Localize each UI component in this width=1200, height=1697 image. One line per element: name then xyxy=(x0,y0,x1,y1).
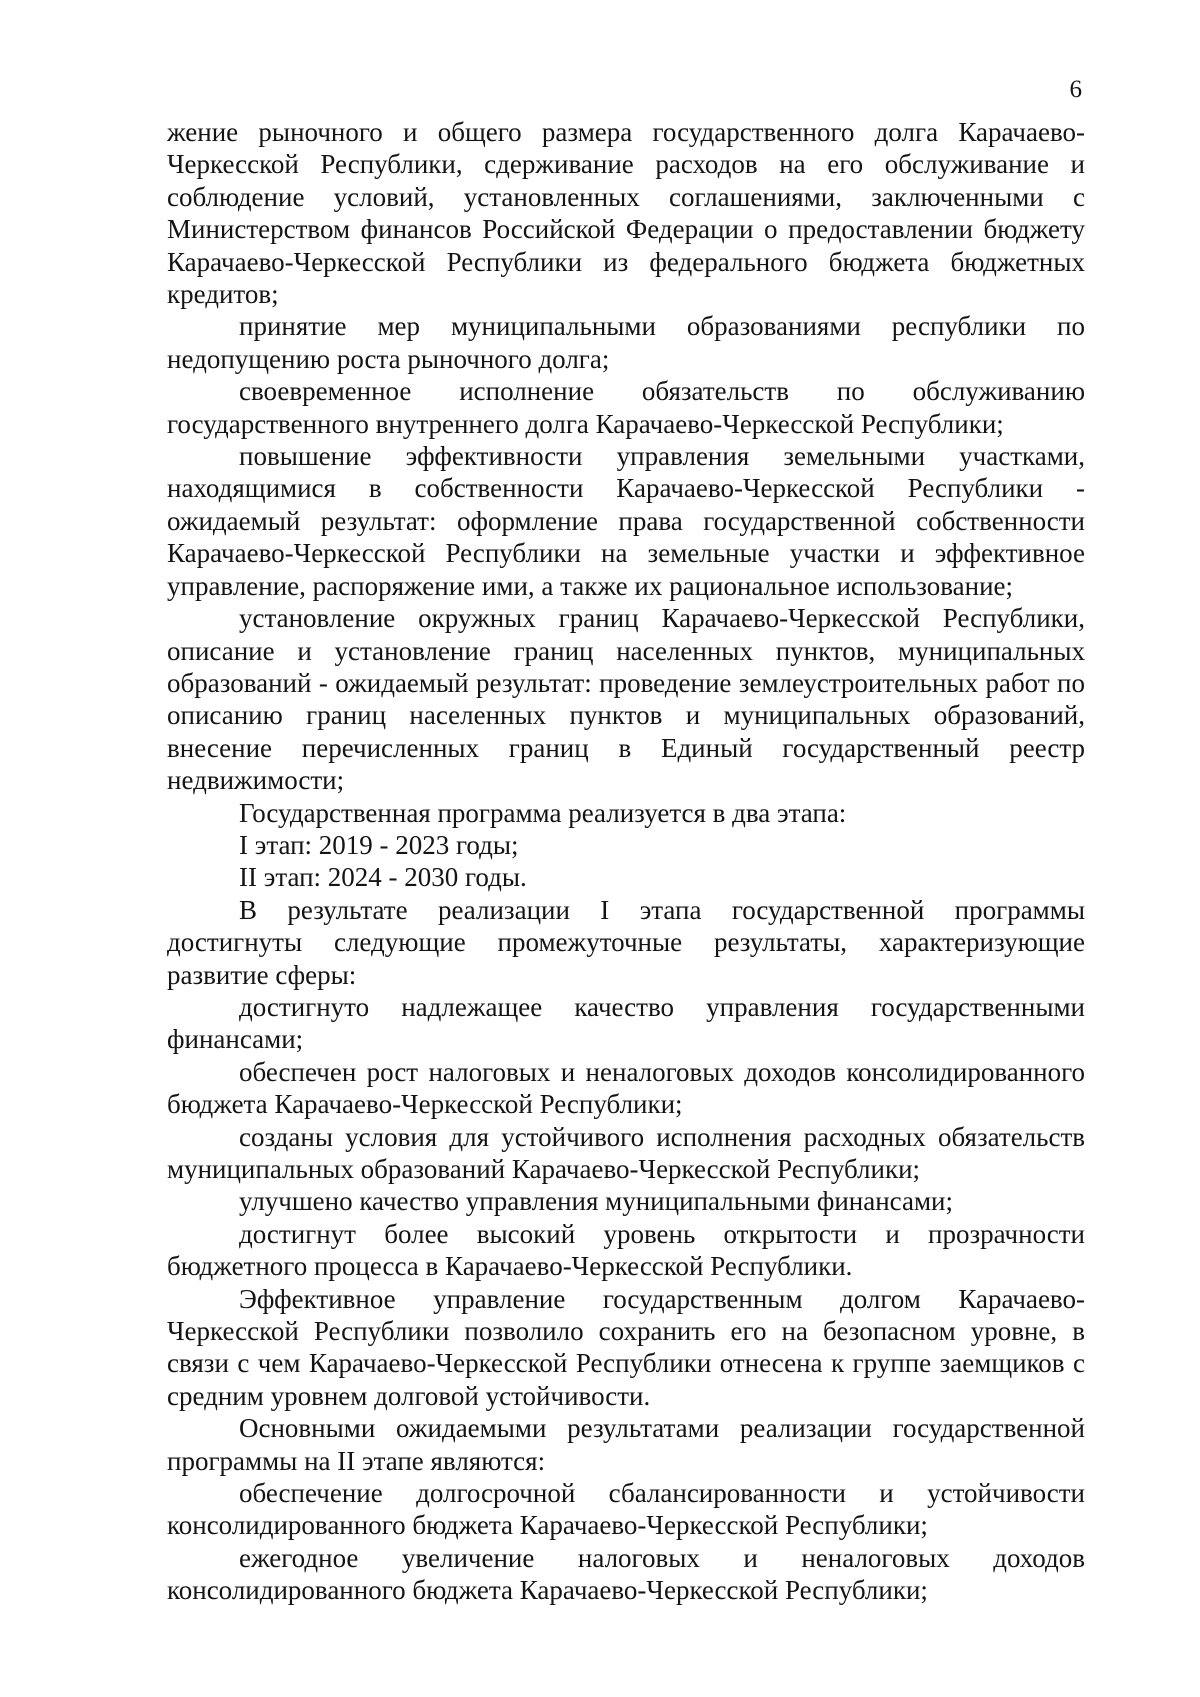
page-number: 6 xyxy=(1069,76,1082,103)
paragraph-municipal-debt: принятие мер муниципальными образованиями республики по недопущению роста рыночного долга; xyxy=(167,311,1085,374)
paragraph-municipal-obligations: созданы условия для устойчивого исполнения расходных обязательств муниципальных образований Карачаево-Черкесской Республики; xyxy=(167,1121,1085,1184)
paragraph-debt-management: жение рыночного и общего размера государственного долга Карачаево-Черкесской Республики, сдерживание расходов на его обслуживание и соблюдение условий, установленных соглашениями, заключенными с Министерством финансов Российской Федерации о предоставлении бюджету Карачаево-Черкесской Республики из федерального бюджета бюджетных кредитов; xyxy=(167,117,1085,310)
document-body xyxy=(167,116,1085,1607)
paragraph-municipal-finance: улучшено качество управления муниципальными финансами; xyxy=(239,1186,954,1217)
paragraph-debt-service: своевременное исполнение обязательств по обслуживанию государственного внутреннего долга Карачаево-Черкесской Республики; xyxy=(167,376,1085,439)
paragraph-land-management: повышение эффективности управления земельными участками, находящимися в собственности Карачаево-Черкесской Республики - ожидаемый результат: оформление права государственной собственности Карачаево-Черкесской Республики на земельные участки и эффективное управление, распоряжение ими, а также их рациональное использование; xyxy=(167,441,1085,601)
paragraph-stage-1: I этап: 2019 - 2023 годы; xyxy=(239,829,519,860)
paragraph-stage-2-results: Основными ожидаемыми результатами реализации государственной программы на II этапе являются: xyxy=(167,1413,1085,1476)
paragraph-revenue-growth: обеспечен рост налоговых и неналоговых доходов консолидированного бюджета Карачаево-Черкесской Республики; xyxy=(167,1056,1085,1120)
paragraph-boundaries: установление окружных границ Карачаево-Черкесской Республики, описание и установление границ населенных пунктов, муниципальных образований - ожидаемый результат: проведение землеустроительных работ по описанию границ населенных пунктов и муниципальных образований, внесение перечисленных границ в Единый государственный реестр недвижимости; xyxy=(167,603,1085,796)
paragraph-finance-quality: достигнуто надлежащее качество управления государственными финансами; xyxy=(167,991,1085,1055)
paragraph-stage-2: II этап: 2024 - 2030 годы. xyxy=(239,862,527,893)
paragraph-transparency: достигнут более высокий уровень открытости и прозрачности бюджетного процесса в Карачаево-Черкесской Республики. xyxy=(167,1218,1085,1282)
paragraph-stages-intro: Государственная программа реализуется в два этапа: xyxy=(239,797,847,828)
paragraph-annual-revenue-increase: ежегодное увеличение налоговых и неналоговых доходов консолидированного бюджета Карачаево-Черкесской Республики; xyxy=(167,1542,1085,1606)
paragraph-stage-1-results: В результате реализации I этапа государственной программы достигнуты следующие промежуточные результаты, характеризующие развитие сферы: xyxy=(167,894,1085,990)
paragraph-budget-balance: обеспечение долгосрочной сбалансированности и устойчивости консолидированного бюджета Карачаево-Черкесской Республики; xyxy=(167,1478,1085,1541)
paragraph-debt-stability: Эффективное управление государственным долгом Карачаево-Черкесской Республики позволило сохранить его на безопасном уровне, в связи с чем Карачаево-Черкесской Республики отнесена к группе заемщиков с средним уровнем долговой устойчивости. xyxy=(167,1283,1085,1411)
